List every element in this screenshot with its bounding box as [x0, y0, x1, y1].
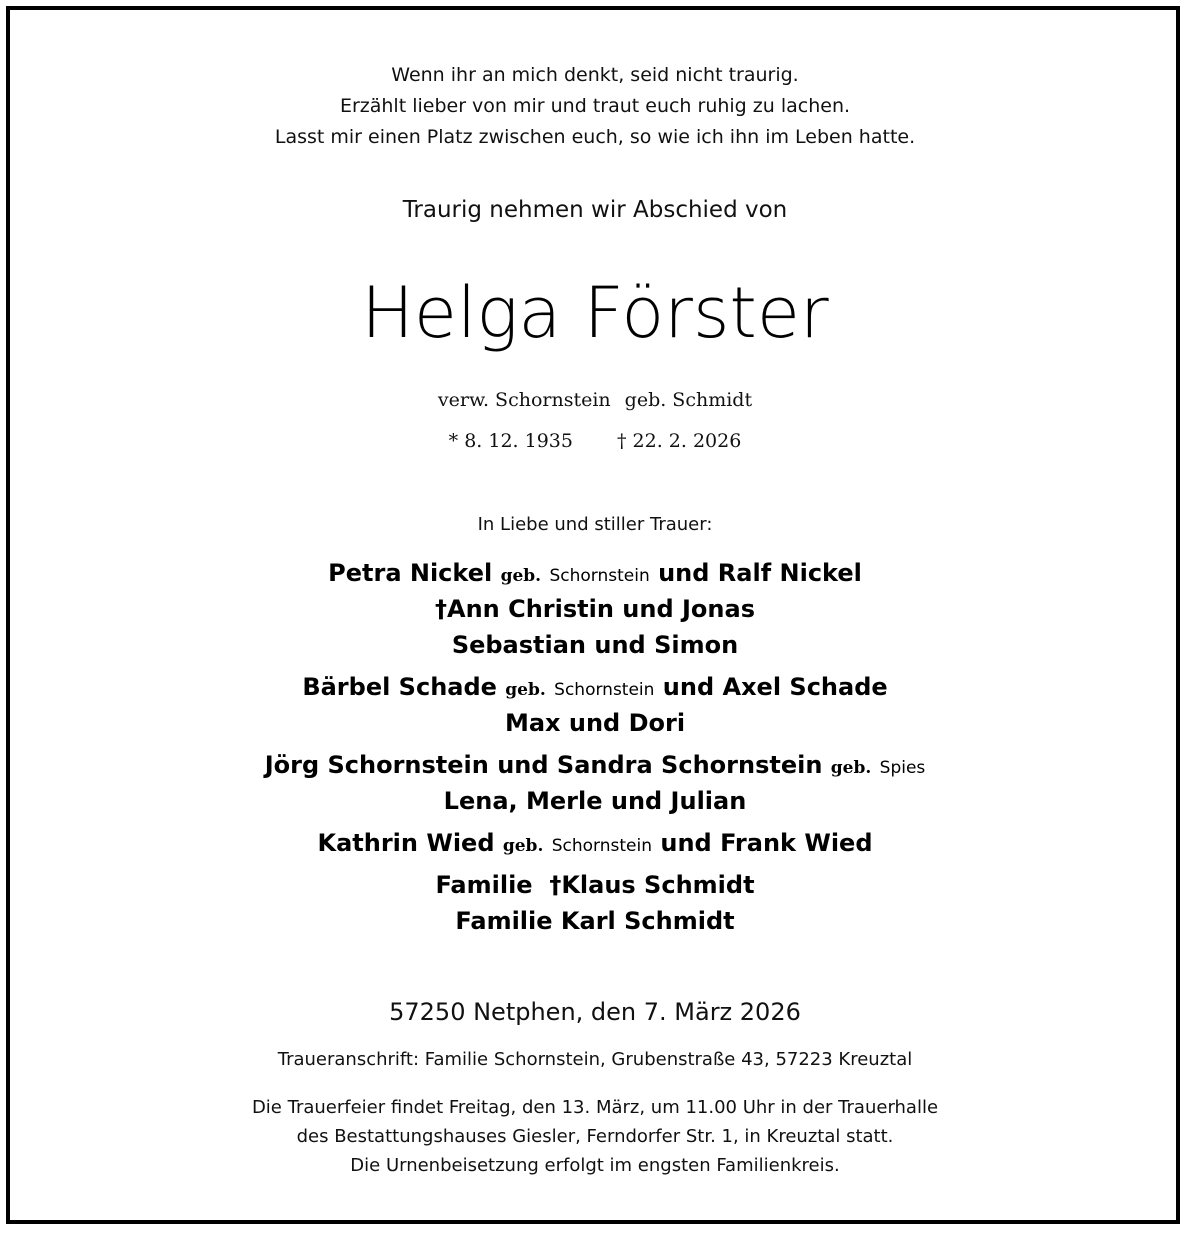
- geb-label: geb.: [502, 836, 544, 856]
- mourner-partner: und Axel Schade: [662, 673, 888, 701]
- death-date: † 22. 2. 2026: [617, 430, 742, 452]
- place-date: 57250 Netphen, den 7. März 2026: [389, 998, 801, 1026]
- geb-label: geb.: [505, 680, 546, 700]
- mourner-name: Bärbel Schade: [302, 673, 497, 701]
- mourner-name: Familie: [435, 871, 533, 899]
- family-line-8: [0, 829, 1190, 857]
- intro-text: Traurig nehmen wir Abschied von: [402, 197, 788, 223]
- maiden-name: Schornstein: [549, 566, 650, 586]
- born-name: geb. Schmidt: [624, 389, 753, 411]
- mourner-name: †Klaus Schmidt: [549, 871, 755, 899]
- life-dates: [0, 430, 1190, 452]
- mourner-name: Kathrin Wied: [317, 829, 495, 857]
- birth-date: * 8. 12. 1935: [448, 430, 573, 452]
- mourner-name: Petra Nickel: [328, 559, 493, 587]
- deceased-names-line: [0, 389, 1190, 411]
- family-line-1: [0, 559, 1190, 587]
- family-line-4: [0, 673, 1190, 701]
- ceremony-line-1: Die Trauerfeier findet Freitag, den 13. März, um 11.00 Uhr in der Trauerhalle: [251, 1097, 939, 1118]
- mourning-address: Traueranschrift: Familie Schornstein, Grubenstraße 43, 57223 Kreuztal: [277, 1049, 913, 1070]
- ceremony-line-3: Die Urnenbeisetzung erfolgt im engsten Familienkreis.: [350, 1155, 840, 1176]
- family-line-9: [0, 871, 1190, 899]
- maiden-name: Spies: [879, 758, 926, 778]
- family-line-2: †Ann Christin und Jonas: [435, 595, 755, 623]
- poem-line-2: Erzählt lieber von mir und traut euch ruhig zu lachen.: [339, 95, 851, 117]
- ceremony-line-2: des Bestattungshauses Giesler, Ferndorfer Str. 1, in Kreuztal statt.: [296, 1126, 894, 1147]
- poem-line-1: Wenn ihr an mich denkt, seid nicht traurig.: [391, 64, 799, 86]
- family-line-10: Familie Karl Schmidt: [455, 907, 735, 935]
- mourners-intro: In Liebe und stiller Trauer:: [477, 514, 713, 535]
- family-line-3: Sebastian und Simon: [451, 631, 739, 659]
- mourner-partner: und Ralf Nickel: [658, 559, 862, 587]
- family-line-6: [0, 751, 1190, 779]
- maiden-name: Schornstein: [551, 836, 652, 856]
- widowed-name: verw. Schornstein: [437, 389, 611, 411]
- geb-label: geb.: [830, 758, 872, 778]
- mourner-partner: und Frank Wied: [660, 829, 873, 857]
- poem-line-3: Lasst mir einen Platz zwischen euch, so wie ich ihn im Leben hatte.: [274, 126, 916, 148]
- mourner-name: Jörg Schornstein und Sandra Schornstein: [264, 751, 823, 779]
- family-line-7: Lena, Merle und Julian: [443, 787, 747, 815]
- deceased-name: Helga Förster: [361, 272, 829, 354]
- maiden-name: Schornstein: [554, 680, 655, 700]
- geb-label: geb.: [500, 566, 542, 586]
- family-line-5: Max und Dori: [504, 709, 686, 737]
